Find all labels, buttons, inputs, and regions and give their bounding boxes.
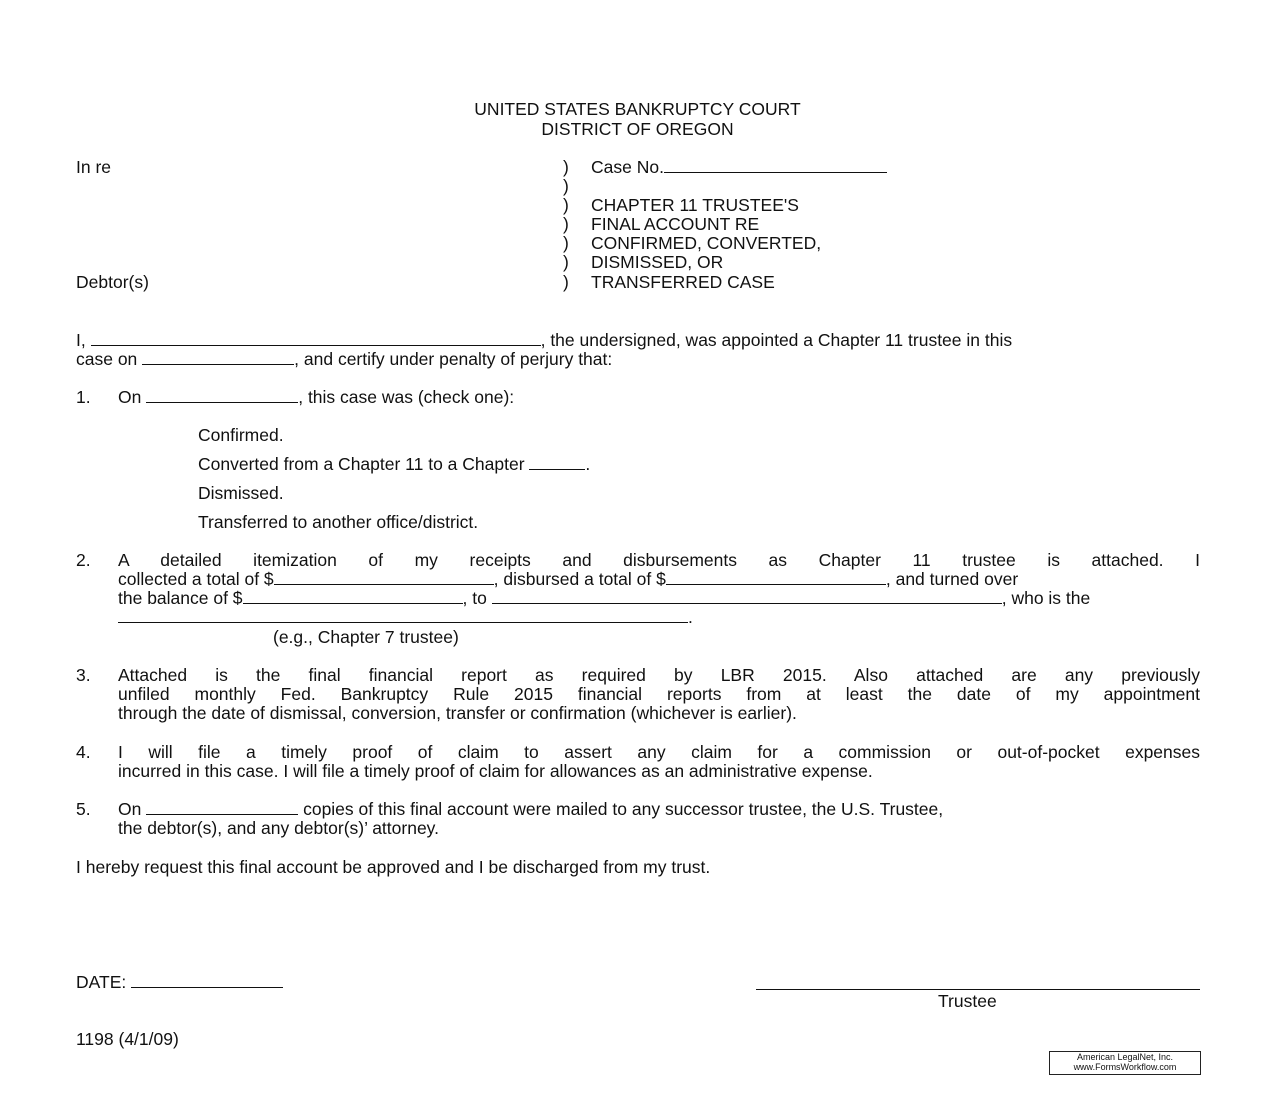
- item-4-line-2: incurred in this case. I will file a timely proof of claim for allowances as an administrative expense.: [118, 761, 873, 781]
- recipient-field[interactable]: [492, 588, 1002, 604]
- item-3-line-2: unfiled monthly Fed. Bankruptcy Rule 2015 financial reports from at least the date of my appointment: [118, 684, 1200, 704]
- caption-paren: ): [563, 272, 569, 292]
- form-number: 1198 (4/1/09): [76, 1029, 179, 1049]
- intro-line-1: [76, 330, 1012, 350]
- disbursed-total-field[interactable]: [666, 569, 886, 585]
- item-text: On: [118, 799, 147, 819]
- intro-line-2: [76, 349, 612, 369]
- balance-field[interactable]: [243, 588, 463, 604]
- case-number-field[interactable]: [664, 157, 887, 173]
- item-text: , and turned over: [885, 569, 1019, 589]
- publisher-badge: [1049, 1051, 1201, 1075]
- item-2-line-4: [118, 607, 693, 627]
- option-text: .: [585, 454, 591, 474]
- debtor-label: Debtor(s): [76, 272, 149, 292]
- item-2-line-2: [118, 569, 1018, 589]
- item-text: , disbursed a total of $: [493, 569, 666, 589]
- caption-title-line: DISMISSED, OR: [591, 252, 724, 272]
- trustee-name-field[interactable]: [91, 330, 541, 346]
- publisher-name: American LegalNet, Inc.: [1076, 1052, 1174, 1062]
- caption-title-line: TRANSFERRED CASE: [591, 272, 775, 292]
- option-converted: [198, 454, 590, 474]
- caption-paren: ): [563, 195, 569, 215]
- caption-paren: ): [563, 176, 569, 196]
- mailing-date-field[interactable]: [146, 799, 298, 815]
- item-3-line-1: Attached is the final financial report as required by LBR 2015. Also attached are any previously: [118, 665, 1200, 685]
- caption-paren: ): [563, 233, 569, 253]
- item-text: copies of this final account were mailed to any successor trustee, the U.S. Trustee,: [298, 799, 944, 819]
- case-number-row: [591, 157, 887, 177]
- item-number: 5.: [76, 799, 91, 819]
- option-confirmed: Confirmed.: [198, 425, 284, 445]
- item-1-line: [118, 387, 514, 407]
- option-text: Converted from a Chapter 11 to a Chapter: [198, 454, 530, 474]
- item-4-line-1: I will file a timely proof of claim to assert any claim for a commission or out-of-pocket expenses: [118, 742, 1200, 762]
- option-transferred: Transferred to another office/district.: [198, 512, 479, 532]
- trustee-label: Trustee: [938, 991, 997, 1011]
- item-5-line-2: the debtor(s), and any debtor(s)’ attorney.: [118, 818, 439, 838]
- item-2-line-3: [118, 588, 1090, 608]
- caption-paren: ): [563, 214, 569, 234]
- caption-paren: ): [563, 252, 569, 272]
- district-title: DISTRICT OF OREGON: [541, 119, 734, 139]
- discharge-request: I hereby request this final account be approved and I be discharged from my trust.: [76, 857, 711, 877]
- item-text: the balance of $: [118, 588, 243, 608]
- option-dismissed: Dismissed.: [198, 483, 284, 503]
- item-5-line-1: [118, 799, 943, 819]
- item-number: 1.: [76, 387, 91, 407]
- recipient-role-field[interactable]: [118, 607, 688, 623]
- publisher-url: www.FormsWorkflow.com: [1073, 1062, 1177, 1072]
- caption-title-line: CONFIRMED, CONVERTED,: [591, 233, 822, 253]
- intro-text: , the undersigned, was appointed a Chapter 11 trustee in this: [540, 330, 1013, 350]
- item-number: 2.: [76, 550, 91, 570]
- collected-total-field[interactable]: [274, 569, 494, 585]
- item-3-line-3: through the date of dismissal, conversion, transfer or confirmation (whichever is earlier).: [118, 703, 797, 723]
- intro-text: case on: [76, 349, 143, 369]
- item-text: , who is the: [1001, 588, 1091, 608]
- chapter-number-field[interactable]: [529, 454, 585, 470]
- item-text: collected a total of $: [118, 569, 274, 589]
- item-text: , this case was (check one):: [298, 387, 515, 407]
- signature-date-field[interactable]: [131, 972, 283, 988]
- case-number-label: Case No.: [591, 157, 664, 177]
- date-row: [76, 972, 283, 992]
- intro-text: I,: [76, 330, 91, 350]
- caption-title-line: CHAPTER 11 TRUSTEE'S: [591, 195, 799, 215]
- intro-text: , and certify under penalty of perjury that:: [294, 349, 613, 369]
- event-date-field[interactable]: [146, 387, 298, 403]
- item-text: , to: [462, 588, 492, 608]
- court-title: UNITED STATES BANKRUPTCY COURT: [474, 99, 801, 119]
- caption-title-line: FINAL ACCOUNT RE: [591, 214, 760, 234]
- item-text: On: [118, 387, 147, 407]
- in-re-label: In re: [76, 157, 112, 177]
- date-label: DATE:: [76, 972, 132, 992]
- appointment-date-field[interactable]: [142, 349, 294, 365]
- caption-paren: ): [563, 157, 569, 177]
- item-number: 3.: [76, 665, 91, 685]
- trustee-signature-line[interactable]: [756, 989, 1200, 990]
- item-number: 4.: [76, 742, 91, 762]
- item-text: .: [688, 607, 693, 627]
- item-2-line-1: A detailed itemization of my receipts and disbursements as Chapter 11 trustee is attached. I: [118, 550, 1200, 570]
- recipient-role-hint: (e.g., Chapter 7 trustee): [273, 627, 459, 647]
